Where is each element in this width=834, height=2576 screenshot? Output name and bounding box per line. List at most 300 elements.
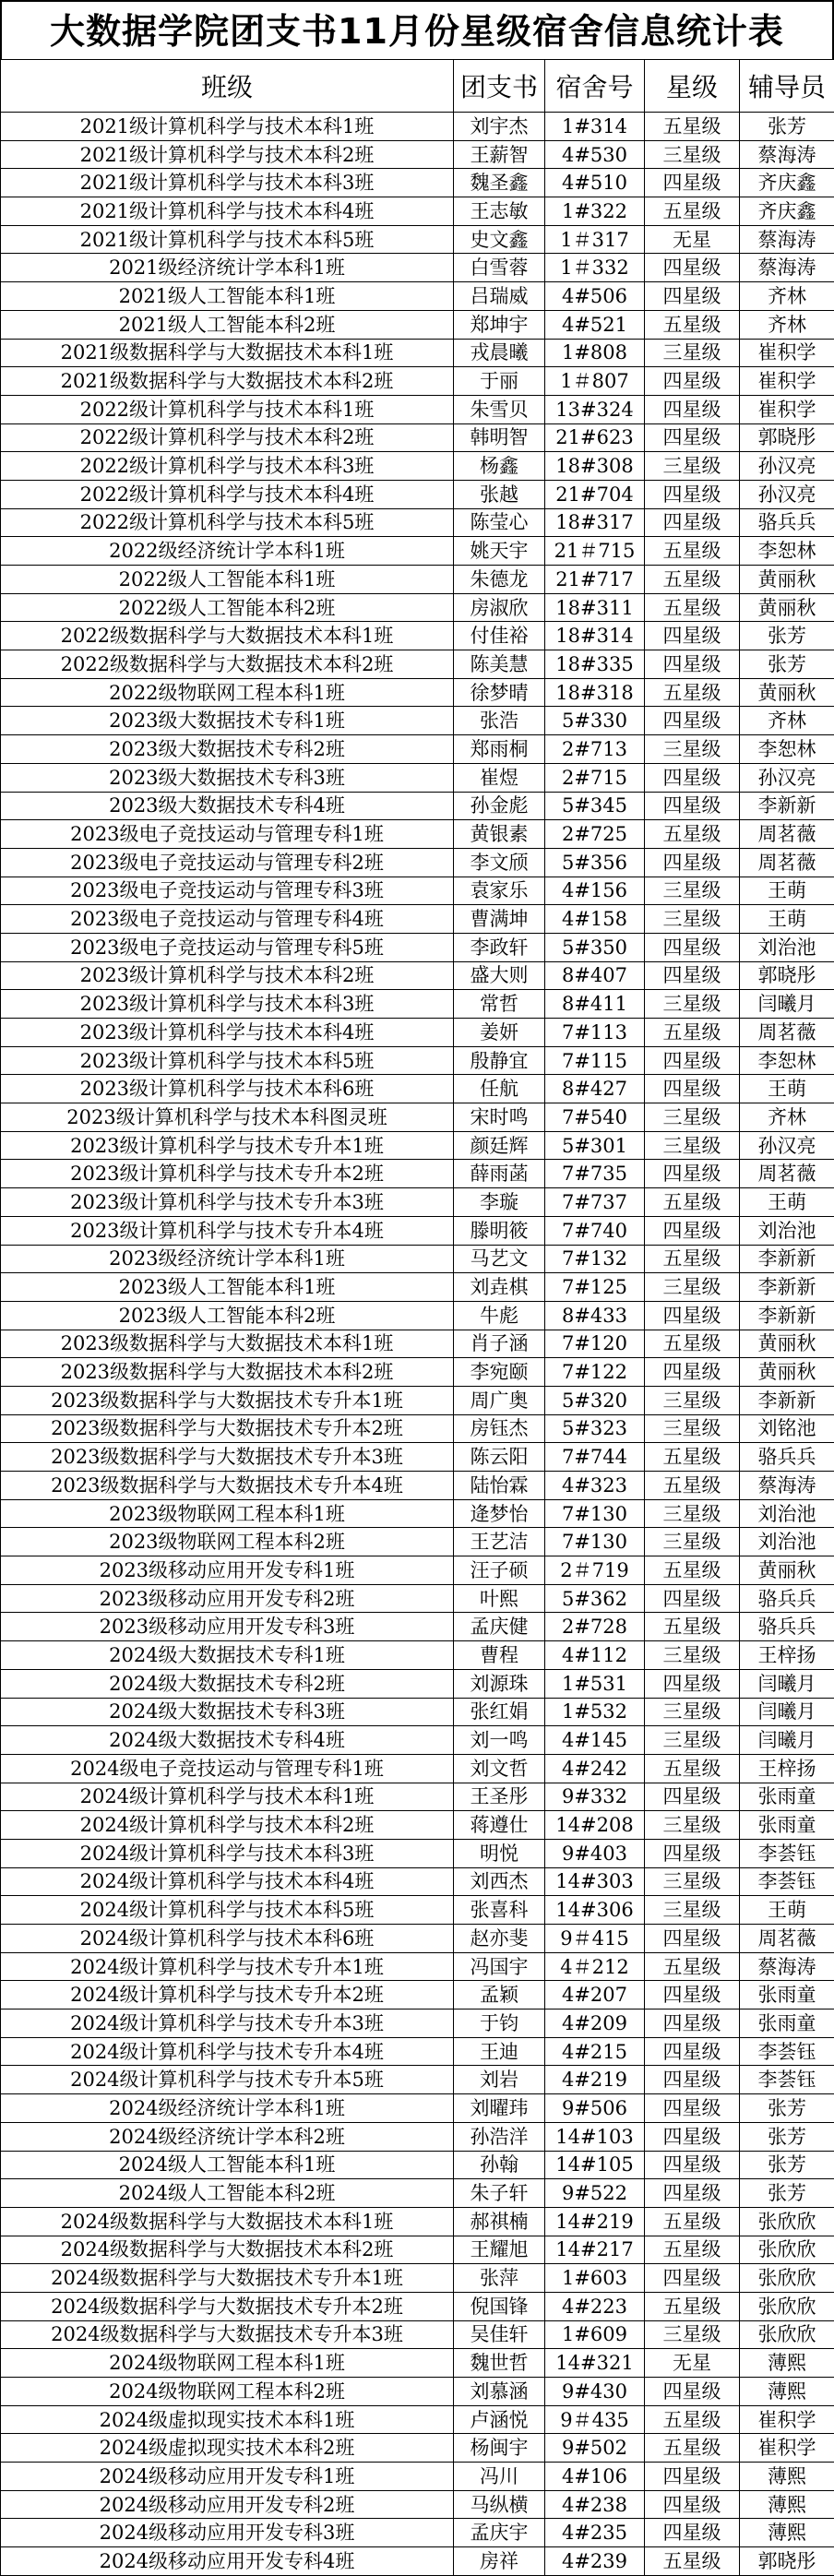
dorm-cell: 1＃317 bbox=[545, 225, 645, 254]
dorm-cell: 5#356 bbox=[545, 848, 645, 877]
counselor-cell: 李恕林 bbox=[740, 1046, 834, 1075]
dorm-cell: 5#362 bbox=[545, 1584, 645, 1613]
star-cell: 五星级 bbox=[645, 2207, 740, 2236]
star-cell: 五星级 bbox=[645, 1245, 740, 1273]
secretary-cell: 刘源珠 bbox=[454, 1669, 545, 1698]
table-row bbox=[1, 1528, 834, 1556]
star-cell: 五星级 bbox=[645, 2292, 740, 2320]
counselor-cell: 周茗薇 bbox=[740, 1160, 834, 1188]
counselor-cell: 闫曦月 bbox=[740, 1669, 834, 1698]
star-cell: 三星级 bbox=[645, 1811, 740, 1840]
secretary-cell: 卢涵悦 bbox=[454, 2405, 545, 2434]
dorm-cell: 2#725 bbox=[545, 820, 645, 849]
secretary-cell: 于钧 bbox=[454, 2010, 545, 2038]
table-row bbox=[1, 1160, 834, 1188]
dorm-cell: 14#303 bbox=[545, 1867, 645, 1896]
dorm-cell: 9#506 bbox=[545, 2094, 645, 2123]
table-row bbox=[1, 593, 834, 622]
class-cell: 2024级移动应用开发专科4班 bbox=[1, 2547, 454, 2576]
dorm-cell: 1#808 bbox=[545, 339, 645, 367]
secretary-cell: 张越 bbox=[454, 480, 545, 508]
class-cell: 2021级数据科学与大数据技术本科1班 bbox=[1, 339, 454, 367]
counselor-cell: 张欣欣 bbox=[740, 2320, 834, 2349]
secretary-cell: 姜妍 bbox=[454, 1019, 545, 1047]
counselor-cell: 李新新 bbox=[740, 1386, 834, 1414]
counselor-cell: 崔积学 bbox=[740, 339, 834, 367]
class-cell: 2023级计算机科学与技术专升本2班 bbox=[1, 1160, 454, 1188]
star-cell: 五星级 bbox=[645, 1019, 740, 1047]
class-cell: 2024级计算机科学与技术本科6班 bbox=[1, 1925, 454, 1953]
class-cell: 2024级数据科学与大数据技术专升本1班 bbox=[1, 2264, 454, 2293]
table-row bbox=[1, 1641, 834, 1670]
star-cell: 四星级 bbox=[645, 2122, 740, 2151]
dorm-cell: 7#125 bbox=[545, 1273, 645, 1302]
star-cell: 五星级 bbox=[645, 2434, 740, 2463]
counselor-cell: 黄丽秋 bbox=[740, 1556, 834, 1585]
counselor-cell: 蔡海涛 bbox=[740, 225, 834, 254]
counselor-cell: 蔡海涛 bbox=[740, 1952, 834, 1981]
table-row bbox=[1, 1358, 834, 1387]
class-cell: 2022级计算机科学与技术本科5班 bbox=[1, 508, 454, 537]
secretary-cell: 刘西杰 bbox=[454, 1867, 545, 1896]
counselor-cell: 黄丽秋 bbox=[740, 678, 834, 707]
table-row bbox=[1, 1811, 834, 1840]
counselor-cell: 李荟钰 bbox=[740, 1867, 834, 1896]
dorm-cell: 4#145 bbox=[545, 1726, 645, 1755]
dorm-cell: 7#130 bbox=[545, 1499, 645, 1528]
counselor-cell: 郭晓彤 bbox=[740, 961, 834, 990]
class-cell: 2021级人工智能本科2班 bbox=[1, 310, 454, 339]
table-row bbox=[1, 2434, 834, 2463]
table-row bbox=[1, 1046, 834, 1075]
counselor-cell: 孙汉亮 bbox=[740, 1131, 834, 1160]
table-row bbox=[1, 990, 834, 1019]
dorm-cell: 4#223 bbox=[545, 2292, 645, 2320]
star-cell: 四星级 bbox=[645, 1046, 740, 1075]
secretary-cell: 李政轩 bbox=[454, 933, 545, 961]
class-cell: 2023级移动应用开发专科3班 bbox=[1, 1613, 454, 1641]
secretary-cell: 李璇 bbox=[454, 1188, 545, 1217]
star-cell: 三星级 bbox=[645, 140, 740, 169]
dorm-cell: 13#324 bbox=[545, 395, 645, 423]
star-cell: 五星级 bbox=[645, 1472, 740, 1500]
star-cell: 三星级 bbox=[645, 1698, 740, 1726]
class-cell: 2023级计算机科学与技术专升本4班 bbox=[1, 1216, 454, 1245]
dorm-cell: 7#740 bbox=[545, 1216, 645, 1245]
class-cell: 2022级计算机科学与技术本科4班 bbox=[1, 480, 454, 508]
class-cell: 2023级电子竞技运动与管理专科2班 bbox=[1, 848, 454, 877]
class-cell: 2023级大数据技术专科4班 bbox=[1, 792, 454, 820]
counselor-cell: 王萌 bbox=[740, 905, 834, 934]
counselor-cell: 张芳 bbox=[740, 622, 834, 650]
dorm-cell: 2#715 bbox=[545, 763, 645, 792]
class-cell: 2023级数据科学与大数据技术本科2班 bbox=[1, 1358, 454, 1387]
secretary-cell: 吴佳轩 bbox=[454, 2320, 545, 2349]
counselor-cell: 张芳 bbox=[740, 2094, 834, 2123]
secretary-cell: 郑雨桐 bbox=[454, 735, 545, 764]
counselor-cell: 崔积学 bbox=[740, 2434, 834, 2463]
table-row bbox=[1, 2519, 834, 2547]
secretary-cell: 刘一鸣 bbox=[454, 1726, 545, 1755]
dorm-cell: 9#332 bbox=[545, 1783, 645, 1811]
counselor-cell: 郭晓彤 bbox=[740, 2547, 834, 2576]
counselor-cell: 齐林 bbox=[740, 310, 834, 339]
dorm-cell: 5#345 bbox=[545, 792, 645, 820]
secretary-cell: 戎晨曦 bbox=[454, 339, 545, 367]
secretary-cell: 刘文哲 bbox=[454, 1754, 545, 1783]
table-row bbox=[1, 113, 834, 141]
table-row bbox=[1, 423, 834, 452]
table-row bbox=[1, 254, 834, 282]
dorm-cell: 4#209 bbox=[545, 2010, 645, 2038]
counselor-cell: 张雨童 bbox=[740, 1811, 834, 1840]
dorm-cell: 1＃807 bbox=[545, 367, 645, 396]
class-cell: 2024级移动应用开发专科2班 bbox=[1, 2490, 454, 2519]
secretary-cell: 殷静宜 bbox=[454, 1046, 545, 1075]
dorm-cell: 7#540 bbox=[545, 1103, 645, 1132]
secretary-cell: 王薪智 bbox=[454, 140, 545, 169]
star-cell: 四星级 bbox=[645, 1301, 740, 1330]
table-row bbox=[1, 1103, 834, 1132]
dorm-cell: 2#713 bbox=[545, 735, 645, 764]
counselor-cell: 骆兵兵 bbox=[740, 1613, 834, 1641]
table-row bbox=[1, 1330, 834, 1358]
class-cell: 2024级人工智能本科1班 bbox=[1, 2151, 454, 2179]
secretary-cell: 盛大则 bbox=[454, 961, 545, 990]
secretary-cell: 魏圣鑫 bbox=[454, 169, 545, 197]
class-cell: 2024级计算机科学与技术本科4班 bbox=[1, 1867, 454, 1896]
class-cell: 2021级计算机科学与技术本科5班 bbox=[1, 225, 454, 254]
table-row bbox=[1, 735, 834, 764]
class-cell: 2022级人工智能本科2班 bbox=[1, 593, 454, 622]
dorm-cell: 1＃332 bbox=[545, 254, 645, 282]
secretary-cell: 崔煜 bbox=[454, 763, 545, 792]
counselor-cell: 崔积学 bbox=[740, 367, 834, 396]
table-row bbox=[1, 2490, 834, 2519]
dorm-cell: 14#105 bbox=[545, 2151, 645, 2179]
sheet-title: 大数据学院团支书11月份星级宿舍信息统计表 bbox=[0, 0, 834, 59]
secretary-cell: 王迪 bbox=[454, 2037, 545, 2066]
secretary-cell: 汪子硕 bbox=[454, 1556, 545, 1585]
class-cell: 2023级数据科学与大数据技术专升本3班 bbox=[1, 1443, 454, 1472]
secretary-cell: 刘岩 bbox=[454, 2066, 545, 2094]
counselor-cell: 薄熙 bbox=[740, 2519, 834, 2547]
dorm-cell: 18#335 bbox=[545, 650, 645, 679]
dorm-cell: 14#321 bbox=[545, 2349, 645, 2378]
star-cell: 四星级 bbox=[645, 2264, 740, 2293]
dorm-cell: 4#112 bbox=[545, 1641, 645, 1670]
class-cell: 2024级计算机科学与技术专升本2班 bbox=[1, 1981, 454, 2010]
table-row bbox=[1, 2037, 834, 2066]
secretary-cell: 孟庆健 bbox=[454, 1613, 545, 1641]
dorm-cell: 7#737 bbox=[545, 1188, 645, 1217]
dorm-cell: 14#103 bbox=[545, 2122, 645, 2151]
star-cell: 三星级 bbox=[645, 990, 740, 1019]
counselor-cell: 张雨童 bbox=[740, 1981, 834, 2010]
star-cell: 四星级 bbox=[645, 1075, 740, 1103]
class-cell: 2023级电子竞技运动与管理专科3班 bbox=[1, 877, 454, 905]
class-cell: 2021级计算机科学与技术本科4班 bbox=[1, 197, 454, 226]
class-cell: 2022级计算机科学与技术本科2班 bbox=[1, 423, 454, 452]
counselor-cell: 李荟钰 bbox=[740, 2037, 834, 2066]
table-row bbox=[1, 1301, 834, 1330]
star-cell: 四星级 bbox=[645, 763, 740, 792]
class-cell: 2023级计算机科学与技术本科6班 bbox=[1, 1075, 454, 1103]
star-cell: 无星 bbox=[645, 2349, 740, 2378]
class-cell: 2023级电子竞技运动与管理专科5班 bbox=[1, 933, 454, 961]
table-row bbox=[1, 339, 834, 367]
table-row bbox=[1, 2207, 834, 2236]
class-cell: 2024级移动应用开发专科1班 bbox=[1, 2463, 454, 2491]
table-row bbox=[1, 367, 834, 396]
star-cell: 五星级 bbox=[645, 1330, 740, 1358]
class-cell: 2024级计算机科学与技术本科5班 bbox=[1, 1896, 454, 1925]
table-row bbox=[1, 2405, 834, 2434]
secretary-cell: 郝祺楠 bbox=[454, 2207, 545, 2236]
class-cell: 2023级计算机科学与技术本科图灵班 bbox=[1, 1103, 454, 1132]
counselor-cell: 薄熙 bbox=[740, 2463, 834, 2491]
dorm-cell: 8#411 bbox=[545, 990, 645, 1019]
secretary-cell: 朱子轩 bbox=[454, 2179, 545, 2208]
table-row bbox=[1, 2094, 834, 2123]
class-cell: 2023级移动应用开发专科1班 bbox=[1, 1556, 454, 1585]
secretary-cell: 王耀旭 bbox=[454, 2236, 545, 2264]
secretary-cell: 韩明智 bbox=[454, 423, 545, 452]
table-row bbox=[1, 1131, 834, 1160]
table-row bbox=[1, 2010, 834, 2038]
dorm-cell: 18#314 bbox=[545, 622, 645, 650]
dorm-cell: 4#106 bbox=[545, 2463, 645, 2491]
counselor-cell: 齐林 bbox=[740, 707, 834, 735]
dorm-cell: 4#510 bbox=[545, 169, 645, 197]
counselor-cell: 张芳 bbox=[740, 650, 834, 679]
table-row bbox=[1, 1783, 834, 1811]
secretary-cell: 马艺文 bbox=[454, 1245, 545, 1273]
class-cell: 2023级计算机科学与技术专升本3班 bbox=[1, 1188, 454, 1217]
table-row bbox=[1, 1386, 834, 1414]
dorm-cell: 4#530 bbox=[545, 140, 645, 169]
table-row bbox=[1, 2547, 834, 2576]
dorm-cell: 2＃719 bbox=[545, 1556, 645, 1585]
class-cell: 2024级人工智能本科2班 bbox=[1, 2179, 454, 2208]
secretary-cell: 孙浩洋 bbox=[454, 2122, 545, 2151]
star-cell: 五星级 bbox=[645, 113, 740, 141]
dorm-cell: 4＃212 bbox=[545, 1952, 645, 1981]
table-row bbox=[1, 140, 834, 169]
table-row bbox=[1, 905, 834, 934]
secretary-cell: 张萍 bbox=[454, 2264, 545, 2293]
dorm-cell: 4#215 bbox=[545, 2037, 645, 2066]
dorm-cell: 7#132 bbox=[545, 1245, 645, 1273]
secretary-cell: 赵亦斐 bbox=[454, 1925, 545, 1953]
dorm-cell: 14#217 bbox=[545, 2236, 645, 2264]
star-cell: 四星级 bbox=[645, 2010, 740, 2038]
class-cell: 2024级计算机科学与技术专升本4班 bbox=[1, 2037, 454, 2066]
dorm-cell: 14#219 bbox=[545, 2207, 645, 2236]
dorm-cell: 14#306 bbox=[545, 1896, 645, 1925]
star-cell: 四星级 bbox=[645, 2519, 740, 2547]
counselor-cell: 蔡海涛 bbox=[740, 254, 834, 282]
star-cell: 五星级 bbox=[645, 678, 740, 707]
dorm-cell: 4#156 bbox=[545, 877, 645, 905]
counselor-cell: 齐庆鑫 bbox=[740, 197, 834, 226]
counselor-cell: 齐林 bbox=[740, 282, 834, 311]
counselor-cell: 刘铭池 bbox=[740, 1414, 834, 1443]
secretary-cell: 王圣彤 bbox=[454, 1783, 545, 1811]
secretary-cell: 李文颀 bbox=[454, 848, 545, 877]
class-cell: 2024级数据科学与大数据技术专升本3班 bbox=[1, 2320, 454, 2349]
star-cell: 四星级 bbox=[645, 1925, 740, 1953]
table-row bbox=[1, 537, 834, 566]
table-row bbox=[1, 2463, 834, 2491]
counselor-cell: 蔡海涛 bbox=[740, 140, 834, 169]
counselor-cell: 黄丽秋 bbox=[740, 566, 834, 594]
secretary-cell: 张喜科 bbox=[454, 1896, 545, 1925]
class-cell: 2023级移动应用开发专科2班 bbox=[1, 1584, 454, 1613]
secretary-cell: 冯国宇 bbox=[454, 1952, 545, 1981]
dorm-cell: 7#120 bbox=[545, 1330, 645, 1358]
class-cell: 2024级计算机科学与技术专升本3班 bbox=[1, 2010, 454, 2038]
counselor-cell: 孙汉亮 bbox=[740, 763, 834, 792]
counselor-cell: 周茗薇 bbox=[740, 1925, 834, 1953]
dorm-cell: 5#323 bbox=[545, 1414, 645, 1443]
counselor-cell: 王梓扬 bbox=[740, 1754, 834, 1783]
class-cell: 2023级计算机科学与技术本科2班 bbox=[1, 961, 454, 990]
table-row bbox=[1, 2320, 834, 2349]
counselor-cell: 齐林 bbox=[740, 1103, 834, 1132]
dorm-cell: 18#311 bbox=[545, 593, 645, 622]
counselor-cell: 张芳 bbox=[740, 2151, 834, 2179]
counselor-cell: 刘治池 bbox=[740, 1216, 834, 1245]
table-row bbox=[1, 480, 834, 508]
counselor-cell: 张雨童 bbox=[740, 2010, 834, 2038]
table-row bbox=[1, 395, 834, 423]
class-cell: 2021级数据科学与大数据技术本科2班 bbox=[1, 367, 454, 396]
table-row bbox=[1, 933, 834, 961]
column-header-star: 星级 bbox=[645, 60, 740, 113]
table-row bbox=[1, 310, 834, 339]
class-cell: 2024级电子竞技运动与管理专科1班 bbox=[1, 1754, 454, 1783]
star-cell: 四星级 bbox=[645, 1216, 740, 1245]
class-cell: 2023级数据科学与大数据技术专升本2班 bbox=[1, 1414, 454, 1443]
secretary-cell: 刘慕涵 bbox=[454, 2378, 545, 2406]
star-cell: 四星级 bbox=[645, 848, 740, 877]
table-row bbox=[1, 508, 834, 537]
secretary-cell: 刘曜玮 bbox=[454, 2094, 545, 2123]
class-cell: 2022级数据科学与大数据技术本科1班 bbox=[1, 622, 454, 650]
table-row bbox=[1, 1981, 834, 2010]
star-cell: 五星级 bbox=[645, 1754, 740, 1783]
class-cell: 2024级数据科学与大数据技术本科1班 bbox=[1, 2207, 454, 2236]
counselor-cell: 骆兵兵 bbox=[740, 508, 834, 537]
secretary-cell: 房祥 bbox=[454, 2547, 545, 2576]
table-row bbox=[1, 1499, 834, 1528]
table-row bbox=[1, 1188, 834, 1217]
star-cell: 四星级 bbox=[645, 1358, 740, 1387]
class-cell: 2022级人工智能本科1班 bbox=[1, 566, 454, 594]
dorm-cell: 5#320 bbox=[545, 1386, 645, 1414]
counselor-cell: 王萌 bbox=[740, 1188, 834, 1217]
dorm-cell: 18#317 bbox=[545, 508, 645, 537]
dorm-cell: 1#322 bbox=[545, 197, 645, 226]
star-cell: 三星级 bbox=[645, 1499, 740, 1528]
counselor-cell: 黄丽秋 bbox=[740, 1358, 834, 1387]
counselor-cell: 崔积学 bbox=[740, 2405, 834, 2434]
secretary-cell: 房淑欣 bbox=[454, 593, 545, 622]
secretary-cell: 史文鑫 bbox=[454, 225, 545, 254]
secretary-cell: 吕瑞威 bbox=[454, 282, 545, 311]
class-cell: 2023级大数据技术专科1班 bbox=[1, 707, 454, 735]
star-cell: 五星级 bbox=[645, 2547, 740, 2576]
star-cell: 三星级 bbox=[645, 1528, 740, 1556]
star-cell: 四星级 bbox=[645, 2179, 740, 2208]
dorm-cell: 9＃415 bbox=[545, 1925, 645, 1953]
counselor-cell: 王梓扬 bbox=[740, 1641, 834, 1670]
counselor-cell: 孙汉亮 bbox=[740, 480, 834, 508]
class-cell: 2024级物联网工程本科2班 bbox=[1, 2378, 454, 2406]
secretary-cell: 倪国锋 bbox=[454, 2292, 545, 2320]
dorm-cell: 1#603 bbox=[545, 2264, 645, 2293]
secretary-cell: 刘宇杰 bbox=[454, 113, 545, 141]
table-row bbox=[1, 1075, 834, 1103]
dorm-cell: 1#531 bbox=[545, 1669, 645, 1698]
counselor-cell: 王萌 bbox=[740, 1896, 834, 1925]
star-cell: 四星级 bbox=[645, 650, 740, 679]
counselor-cell: 薄熙 bbox=[740, 2378, 834, 2406]
star-cell: 三星级 bbox=[645, 905, 740, 934]
table-row bbox=[1, 1245, 834, 1273]
class-cell: 2021级经济统计学本科1班 bbox=[1, 254, 454, 282]
class-cell: 2024级计算机科学与技术专升本5班 bbox=[1, 2066, 454, 2094]
dorm-cell: 7#122 bbox=[545, 1358, 645, 1387]
counselor-cell: 张雨童 bbox=[740, 1783, 834, 1811]
table-row bbox=[1, 2292, 834, 2320]
secretary-cell: 常哲 bbox=[454, 990, 545, 1019]
secretary-cell: 李宛颐 bbox=[454, 1358, 545, 1387]
counselor-cell: 李荟钰 bbox=[740, 1839, 834, 1867]
dorm-cell: 4#235 bbox=[545, 2519, 645, 2547]
secretary-cell: 王艺洁 bbox=[454, 1528, 545, 1556]
star-cell: 四星级 bbox=[645, 2490, 740, 2519]
class-cell: 2024级物联网工程本科1班 bbox=[1, 2349, 454, 2378]
secretary-cell: 陈莹心 bbox=[454, 508, 545, 537]
dorm-cell: 1#609 bbox=[545, 2320, 645, 2349]
class-cell: 2024级数据科学与大数据技术本科2班 bbox=[1, 2236, 454, 2264]
class-cell: 2023级人工智能本科2班 bbox=[1, 1301, 454, 1330]
secretary-cell: 马纵横 bbox=[454, 2490, 545, 2519]
secretary-cell: 孙翰 bbox=[454, 2151, 545, 2179]
secretary-cell: 周广奥 bbox=[454, 1386, 545, 1414]
table-row bbox=[1, 225, 834, 254]
counselor-cell: 张欣欣 bbox=[740, 2236, 834, 2264]
star-cell: 五星级 bbox=[645, 310, 740, 339]
class-cell: 2024级大数据技术专科1班 bbox=[1, 1641, 454, 1670]
class-cell: 2021级人工智能本科1班 bbox=[1, 282, 454, 311]
secretary-cell: 任航 bbox=[454, 1075, 545, 1103]
star-cell: 四星级 bbox=[645, 1669, 740, 1698]
dorm-cell: 4#323 bbox=[545, 1472, 645, 1500]
table-row bbox=[1, 1414, 834, 1443]
table-row bbox=[1, 169, 834, 197]
table-row bbox=[1, 1019, 834, 1047]
class-cell: 2024级数据科学与大数据技术专升本2班 bbox=[1, 2292, 454, 2320]
star-cell: 三星级 bbox=[645, 1273, 740, 1302]
star-cell: 四星级 bbox=[645, 2378, 740, 2406]
class-cell: 2024级计算机科学与技术本科3班 bbox=[1, 1839, 454, 1867]
table-row bbox=[1, 1556, 834, 1585]
star-cell: 四星级 bbox=[645, 480, 740, 508]
dorm-cell: 2#728 bbox=[545, 1613, 645, 1641]
